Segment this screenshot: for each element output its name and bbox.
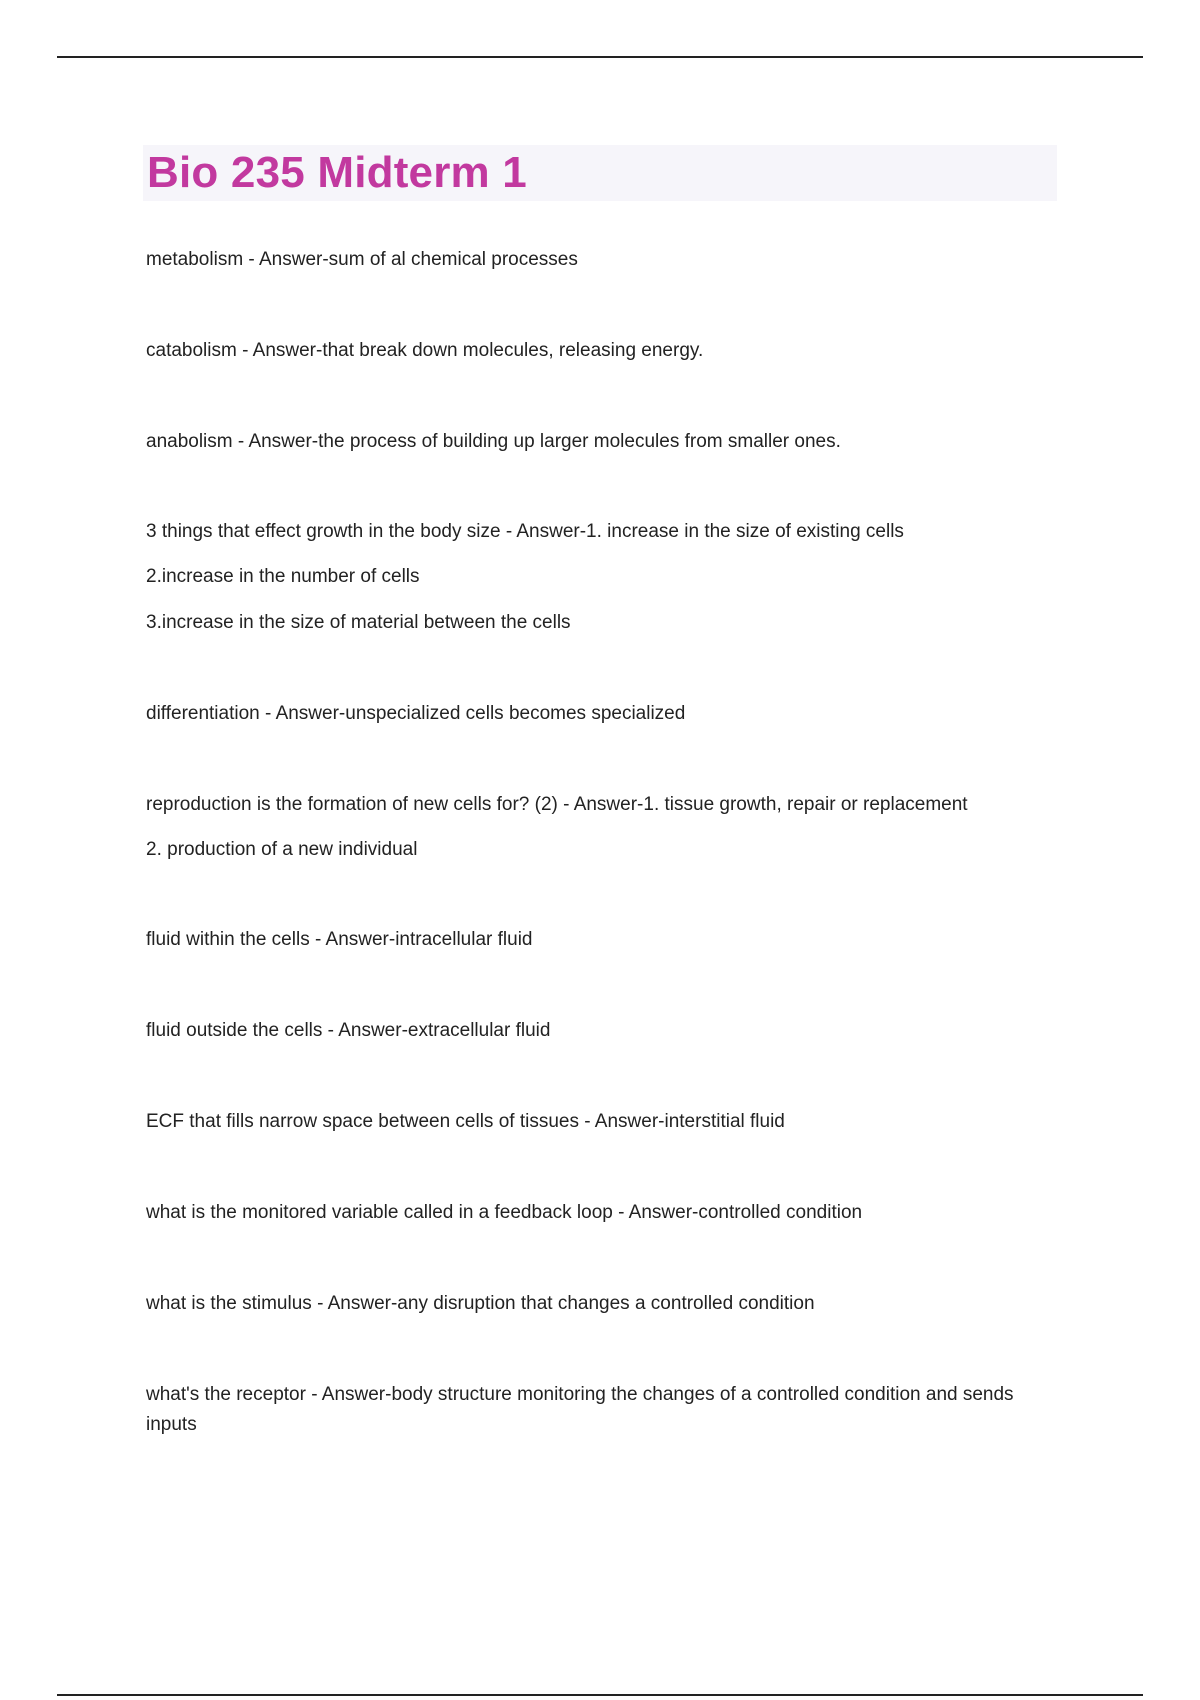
flashcard-line-catabolism: catabolism - Answer-that break down molecules, releasing energy. <box>146 340 704 361</box>
flashcard-line-differentiation: differentiation - Answer-unspecialized cells becomes specialized <box>146 703 686 724</box>
flashcard-line-receptor: what's the receptor - Answer-body structure monitoring the changes of a controlled condition and sends inputs <box>146 1384 1014 1435</box>
flashcard-line-controlled-condition: what is the monitored variable called in a feedback loop - Answer-controlled condition <box>146 1202 863 1223</box>
flashcard-line-growth-2: 2.increase in the number of cells <box>146 566 420 587</box>
document-title: Bio 235 Midterm 1 <box>147 148 527 197</box>
flashcard-line-interstitial: ECF that fills narrow space between cells of tissues - Answer-interstitial fluid <box>146 1111 785 1132</box>
flashcard-line-metabolism: metabolism - Answer-sum of al chemical processes <box>146 249 578 270</box>
flashcard-line-intracellular: fluid within the cells - Answer-intracellular fluid <box>146 929 533 950</box>
flashcard-line-reproduction: reproduction is the formation of new cells for? (2) - Answer-1. tissue growth, repair or replacement <box>146 794 968 815</box>
flashcard-line-anabolism: anabolism - Answer-the process of building up larger molecules from smaller ones. <box>146 431 841 452</box>
bottom-rule <box>57 1694 1143 1696</box>
flashcard-line-extracellular: fluid outside the cells - Answer-extracellular fluid <box>146 1020 551 1041</box>
flashcard-line-growth-3: 3.increase in the size of material between the cells <box>146 612 571 633</box>
flashcard-line-growth: 3 things that effect growth in the body size - Answer-1. increase in the size of existing cells <box>146 521 904 542</box>
flashcard-line-reproduction-2: 2. production of a new individual <box>146 839 418 860</box>
title-band <box>143 145 1057 201</box>
flashcard-line-stimulus: what is the stimulus - Answer-any disruption that changes a controlled condition <box>146 1293 815 1314</box>
top-rule <box>57 56 1143 58</box>
